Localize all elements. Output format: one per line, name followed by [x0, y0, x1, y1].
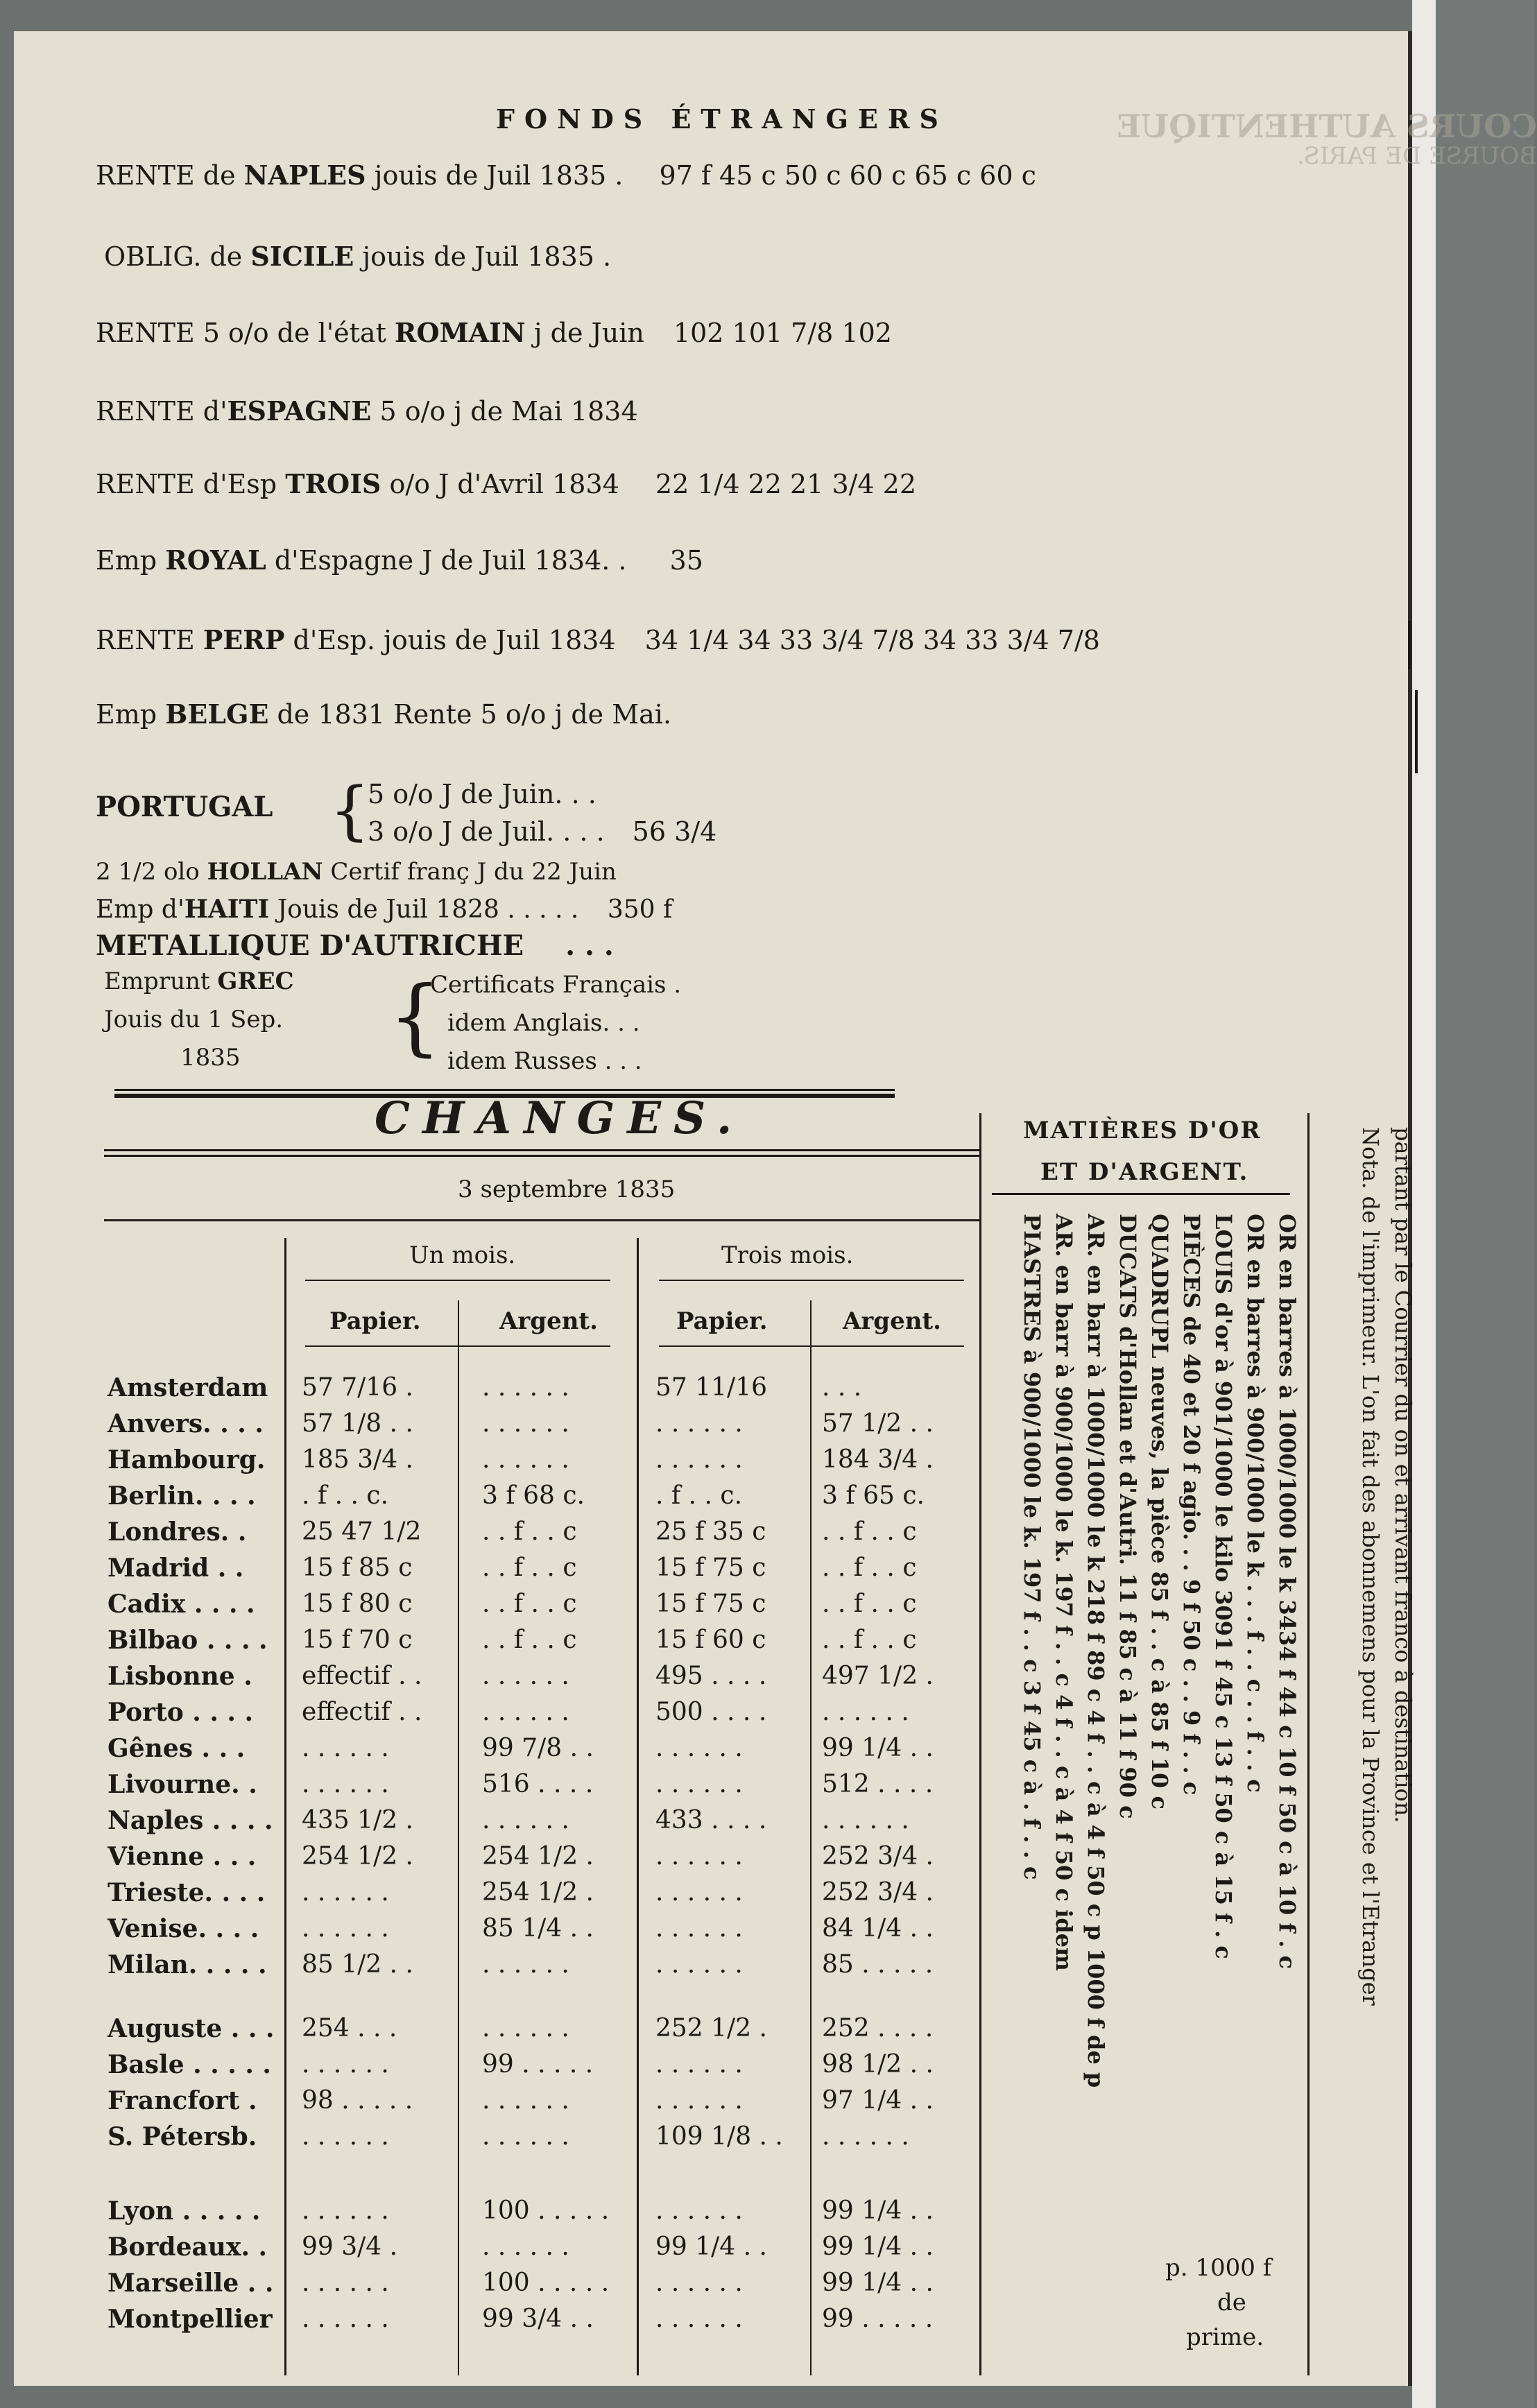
bleed-through-text: BOURSE DE PARIS. — [1297, 142, 1537, 170]
rate-cell: 57 11/16 — [655, 1373, 767, 1402]
matieres-line: AR. en barr à 1000/1000 le k 218 f 89 c 4 f . . c à 4 f 50 c p 1000 f de p — [1083, 1214, 1109, 2088]
matieres-line: LOUIS d'or à 901/1000 le kilo 3091 f 45 c 13 f 50 c à 15 f . c — [1210, 1214, 1237, 1959]
rate-cell: 97 1/4 . . — [822, 2086, 934, 2115]
matieres-title-1: MATIÈRES D'OR — [1023, 1117, 1262, 1144]
rate-cell: . . . . . . — [655, 1842, 743, 1871]
rate-cell: 57 1/8 . . — [302, 1409, 413, 1438]
rate-cell: . . . . . . — [822, 1806, 909, 1834]
grec-idem-russes: idem Russes . . . — [447, 1047, 642, 1075]
fonds-row-espagne: RENTE d'ESPAGNE 5 o/o j de Mai 1834 — [96, 395, 638, 427]
rate-cell: 512 . . . . — [822, 1770, 934, 1798]
matieres-line: OR en barres à 900/1000 le k . . . f . . c . . f . . c — [1242, 1214, 1269, 1793]
rate-cell: 3 f 65 c. — [822, 1481, 925, 1510]
header-underline — [305, 1345, 610, 1347]
city-name: Bilbao . . . . — [108, 1626, 268, 1655]
rate-cell: 15 f 70 c — [302, 1626, 413, 1654]
city-name: Milan. . . . . — [108, 1950, 267, 1979]
rate-cell: . . . . . . — [655, 1734, 743, 1762]
fonds-row-belge: Emp BELGE de 1831 Rente 5 o/o j de Mai. — [96, 698, 672, 730]
rate-cell: . . . . . . — [655, 1445, 743, 1474]
rate-cell: 99 3/4 . . — [482, 2305, 594, 2333]
portugal-line-2: 3 o/o J de Juil. . . . 56 3/4 — [368, 816, 717, 847]
rate-cell: . . . . . . — [655, 2305, 743, 2333]
grec-idem-anglais: idem Anglais. . . — [447, 1009, 640, 1037]
rate-cell: 516 . . . . — [482, 1770, 594, 1798]
prime-label: prime. — [1186, 2323, 1264, 2351]
rate-cell: 85 . . . . . — [822, 1950, 934, 1979]
matieres-right-rule — [1307, 1113, 1310, 2375]
rate-cell: 100 . . . . . — [482, 2196, 610, 2225]
header-papier-2: Papier. — [676, 1307, 768, 1335]
city-name: Basle . . . . . — [108, 2050, 271, 2079]
matieres-line: PIASTRES à 900/1000 le k. 197 f . . c 3 f 45 c à . f . . c — [1019, 1214, 1045, 1880]
rate-cell: . . . . . . — [655, 1409, 743, 1438]
city-name: Francfort . — [108, 2086, 257, 2115]
rate-cell: 252 . . . . — [822, 2014, 934, 2043]
rate-cell: 99 1/4 . . — [822, 1734, 934, 1762]
rate-cell: 3 f 68 c. — [482, 1481, 585, 1510]
rate-cell: 100 . . . . . — [482, 2269, 610, 2297]
margin-mark — [1415, 690, 1418, 773]
grec-year: 1835 — [180, 1044, 241, 1072]
rate-cell: 433 . . . . — [655, 1806, 767, 1834]
changes-column-rule — [284, 1238, 286, 2375]
rate-cell: . . . . . . — [482, 2233, 569, 2261]
rate-cell: 254 1/2 . — [482, 1878, 594, 1907]
city-name: Montpellier — [108, 2305, 273, 2334]
rate-cell: . . . — [822, 1373, 862, 1402]
city-name: Lisbonne . — [108, 1662, 252, 1691]
rate-cell: 99 1/4 . . — [822, 2196, 934, 2225]
rate-cell: . . . . . . — [482, 2086, 569, 2115]
city-name: Londres. . — [108, 1517, 247, 1547]
rate-cell: 497 1/2 . — [822, 1662, 934, 1690]
rate-cell: . . . . . . — [655, 1914, 743, 1943]
rate-cell: 85 1/2 . . — [302, 1950, 413, 1979]
header-argent-2: Argent. — [843, 1307, 941, 1335]
matieres-line: AR. en barr à 900/1000 le k. 197 f . . c 4 f . . c à 4 f 50 c idem — [1051, 1214, 1077, 1971]
rate-cell: . . f . . c — [482, 1554, 577, 1582]
rate-cell: . . . . . . — [302, 1914, 389, 1943]
rate-cell: . . . . . . — [482, 1806, 569, 1834]
rate-cell: . . f . . c — [482, 1517, 577, 1546]
rate-cell: 252 1/2 . — [655, 2014, 767, 2043]
rate-cell: . . . . . . — [302, 1734, 389, 1762]
rate-cell: 15 f 85 c — [302, 1554, 413, 1582]
rate-cell: . . . . . . — [655, 2086, 743, 2115]
city-name: Madrid . . — [108, 1554, 244, 1583]
rate-cell: . . . . . . — [482, 1662, 569, 1690]
matieres-line: DUCATS d'Hollan et d'Autri. 11 f 85 c à 11 f 90 c — [1115, 1214, 1141, 1819]
city-name: Auguste . . . — [108, 2014, 275, 2043]
metallique-row: METALLIQUE D'AUTRICHE . . . — [96, 929, 614, 962]
header-papier-1: Papier. — [329, 1307, 421, 1335]
fonds-row-esp-trois: RENTE d'Esp TROIS o/o J d'Avril 1834 22 1/4 22 21 3/4 22 — [96, 468, 917, 499]
rate-cell: 254 1/2 . — [482, 1842, 594, 1871]
rate-cell: . . f . . c — [822, 1626, 917, 1654]
grec-brace: { — [388, 969, 442, 1065]
rate-cell: . . . . . . — [655, 1950, 743, 1979]
rate-cell: . . f . . c — [482, 1626, 577, 1654]
header-argent-1: Argent. — [499, 1307, 598, 1335]
matieres-line: OR en barres à 1000/1000 le k 3434 f 44 c 10 f 50 c à 10 f . c — [1274, 1214, 1300, 1970]
rate-cell: 98 1/2 . . — [822, 2050, 934, 2079]
portugal-label: PORTUGAL — [96, 791, 273, 823]
rate-cell: . f . . c. — [655, 1481, 743, 1510]
rate-cell: 99 3/4 . — [302, 2233, 398, 2261]
city-name: S. Pétersb. — [108, 2122, 257, 2151]
city-name: Venise. . . . — [108, 1914, 259, 1943]
rate-cell: 99 1/4 . . — [655, 2233, 767, 2261]
rate-cell: . . f . . c — [822, 1554, 917, 1582]
rate-cell: 99 7/8 . . — [482, 1734, 594, 1762]
grec-jouis: Jouis du 1 Sep. — [104, 1006, 284, 1033]
fonds-row-romain: RENTE 5 o/o de l'état ROMAIN j de Juin 102 101 7/8 102 — [96, 317, 892, 348]
changes-column-rule — [979, 1113, 981, 2375]
rate-cell: . . . . . . — [822, 1698, 909, 1726]
rate-cell: . . . . . . — [655, 1878, 743, 1907]
rate-cell: 99 1/4 . . — [822, 2233, 934, 2261]
nota-imprimeur: Nota. de l'imprimeur. L'on fait des abonnemens pour la Province et l'Etranger — [1357, 1127, 1384, 2006]
city-name: Bordeaux. . — [108, 2233, 268, 2262]
rate-cell: 435 1/2 . — [302, 1806, 413, 1834]
rate-cell: . . . . . . — [482, 1698, 569, 1726]
header-brace-rule — [305, 1280, 610, 1281]
city-name: Lyon . . . . . — [108, 2196, 261, 2226]
changes-title: CHANGES. — [375, 1092, 745, 1144]
city-name: Vienne . . . — [108, 1842, 257, 1871]
portugal-brace: { — [329, 773, 370, 848]
city-name: Marseille . . — [108, 2269, 274, 2298]
changes-rule — [104, 1149, 981, 1151]
haiti-row: Emp d'HAITI Jouis de Juil 1828 . . . . . 350 f — [96, 895, 673, 924]
city-name: Trieste. . . . — [108, 1878, 266, 1907]
rate-cell: 15 f 80 c — [302, 1590, 413, 1618]
rate-cell: . . . . . . — [482, 1409, 569, 1438]
rate-cell: . . . . . . — [482, 1950, 569, 1979]
rate-cell: . . . . . . — [482, 1373, 569, 1402]
rate-cell: . . . . . . — [482, 1445, 569, 1474]
matieres-line: QUADRUPL neuves, la pièce 85 f . . c à 85 f 10 c — [1147, 1214, 1173, 1809]
header-underline — [659, 1345, 964, 1347]
grec-label: Emprunt GREC — [104, 968, 294, 995]
changes-rule — [104, 1219, 981, 1221]
rate-cell: 57 1/2 . . — [822, 1409, 934, 1438]
prime-value: p. 1000 f — [1165, 2254, 1272, 2282]
matieres-rule — [992, 1193, 1290, 1195]
hollan-row: 2 1/2 olo HOLLAN Certif franç J du 22 Juin — [96, 858, 617, 886]
rate-cell: . . . . . . — [655, 2050, 743, 2079]
rate-cell: . . . . . . — [302, 2050, 389, 2079]
bleed-through-text: COURS AUTHENTIQUE — [1117, 108, 1537, 145]
rate-cell: . . . . . . — [302, 1770, 389, 1798]
city-name: Hambourg. — [108, 1445, 266, 1474]
header-un-mois: Un mois. — [409, 1241, 516, 1269]
rate-cell: 184 3/4 . — [822, 1445, 934, 1474]
rate-cell: effectif . . — [302, 1698, 422, 1726]
fonds-row-naples: RENTE de NAPLES jouis de Juil 1835 . 97 f 45 c 50 c 60 c 65 c 60 c — [96, 160, 1036, 191]
rate-cell: . . . . . . — [822, 2122, 909, 2151]
rate-cell: 57 7/16 . — [302, 1373, 413, 1402]
rate-cell: 109 1/8 . . — [655, 2122, 783, 2151]
rate-cell: 25 f 35 c — [655, 1517, 766, 1546]
rate-cell: effectif . . — [302, 1662, 422, 1690]
matieres-line: PIÈCES de 40 et 20 f agio. . . 9 f 50 c . . 9 f . . c — [1178, 1214, 1205, 1796]
city-name: Naples . . . . — [108, 1806, 273, 1835]
city-name: Amsterdam — [108, 1373, 268, 1402]
rate-cell: . . . . . . — [302, 1878, 389, 1907]
city-name: Porto . . . . — [108, 1698, 253, 1727]
rate-cell: . . . . . . — [655, 2269, 743, 2297]
rate-cell: 99 . . . . . — [822, 2305, 934, 2333]
city-name: Gênes . . . — [108, 1734, 246, 1763]
rate-cell: . . . . . . — [655, 2196, 743, 2225]
grec-certificats-francais: Certificats Français . — [430, 971, 682, 999]
section-divider — [114, 1089, 895, 1091]
rate-cell: 254 . . . — [302, 2014, 397, 2043]
changes-subcolumn-rule — [810, 1300, 812, 2375]
rate-cell: . . . . . . — [302, 2269, 389, 2297]
rate-cell: 98 . . . . . — [302, 2086, 413, 2115]
prime-de: de — [1217, 2289, 1246, 2316]
fonds-row-sicile: OBLIG. de SICILE jouis de Juil 1835 . — [104, 241, 612, 272]
nota-courrier: partant par le Courrier du on et arrivant franco à destination. — [1390, 1127, 1416, 1823]
rate-cell: . . . . . . — [302, 2305, 389, 2333]
newspaper-page — [14, 31, 1537, 2386]
fonds-row-royal: Emp ROYAL d'Espagne J de Juil 1834. . 35 — [96, 544, 703, 576]
rate-cell: . . . . . . — [482, 2014, 569, 2043]
changes-subcolumn-rule — [458, 1300, 459, 2375]
header-brace-rule — [659, 1280, 964, 1281]
rate-cell: 15 f 75 c — [655, 1554, 766, 1582]
rate-cell: 85 1/4 . . — [482, 1914, 594, 1943]
rate-cell: . . . . . . — [302, 2122, 389, 2151]
header-trois-mois: Trois mois. — [721, 1241, 854, 1269]
rate-cell: . . f . . c — [482, 1590, 577, 1618]
rate-cell: . . . . . . — [482, 2122, 569, 2151]
fonds-etrangers-title: FONDS ÉTRANGERS — [496, 103, 948, 135]
city-name: Livourne. . — [108, 1770, 257, 1799]
rate-cell: 254 1/2 . — [302, 1842, 413, 1871]
rate-cell: 252 3/4 . — [822, 1842, 934, 1871]
fonds-row-perp: RENTE PERP d'Esp. jouis de Juil 1834 34 1/4 34 33 3/4 7/8 34 33 3/4 7/8 — [96, 624, 1100, 655]
rate-cell: . . f . . c — [822, 1517, 917, 1546]
city-name: Cadix . . . . — [108, 1590, 255, 1619]
city-name: Anvers. . . . — [108, 1409, 264, 1438]
rate-cell: . . f . . c — [822, 1590, 917, 1618]
rate-cell: 15 f 60 c — [655, 1626, 766, 1654]
rate-cell: 25 47 1/2 — [302, 1517, 422, 1546]
rate-cell: . . . . . . — [655, 1770, 743, 1798]
rate-cell: 99 . . . . . — [482, 2050, 594, 2079]
portugal-line-1: 5 o/o J de Juin. . . — [368, 779, 596, 809]
margin-mark — [1408, 621, 1411, 669]
rate-cell: 99 1/4 . . — [822, 2269, 934, 2297]
changes-column-rule — [637, 1238, 639, 2375]
matieres-title-2: ET D'ARGENT. — [1040, 1158, 1249, 1186]
rate-cell: 495 . . . . — [655, 1662, 767, 1690]
rate-cell: . f . . c. — [302, 1481, 389, 1510]
rate-cell: 185 3/4 . — [302, 1445, 413, 1474]
rate-cell: 15 f 75 c — [655, 1590, 766, 1618]
rate-cell: 500 . . . . — [655, 1698, 767, 1726]
city-name: Berlin. . . . — [108, 1481, 256, 1511]
rate-cell: 252 3/4 . — [822, 1878, 934, 1907]
changes-date: 3 septembre 1835 — [458, 1176, 676, 1203]
changes-rule — [104, 1155, 981, 1157]
rate-cell: . . . . . . — [302, 2196, 389, 2225]
rate-cell: 84 1/4 . . — [822, 1914, 934, 1943]
